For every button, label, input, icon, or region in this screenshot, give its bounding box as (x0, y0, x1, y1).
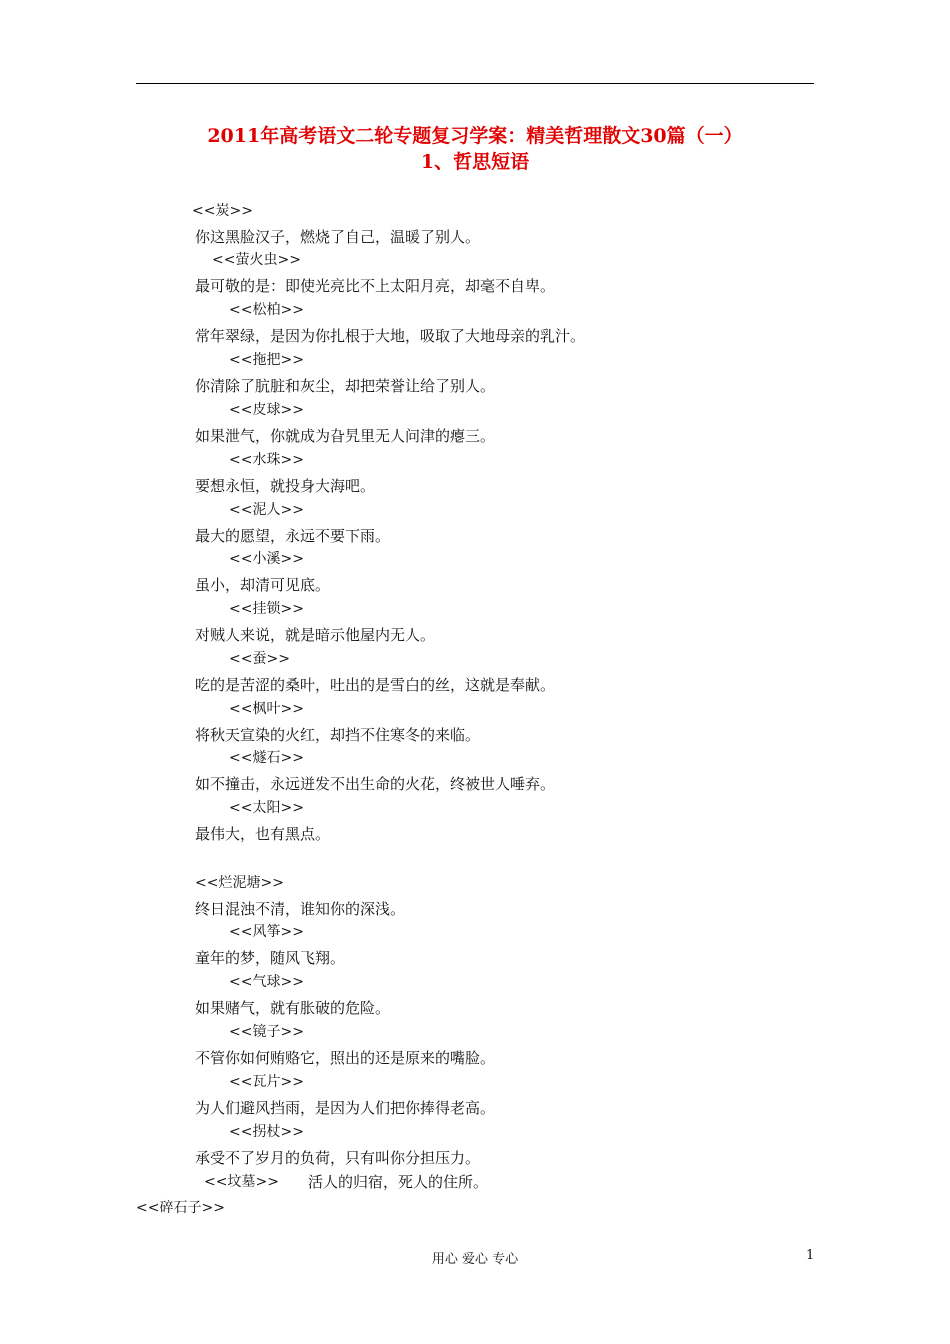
entry-text: 如果泄气，你就成为旮旯里无人问津的瘪三。 (195, 427, 496, 445)
entry-text: 吃的是苦涩的桑叶，吐出的是雪白的丝，这就是奉献。 (195, 676, 556, 694)
entry-heading: <<碎石子>> (136, 1200, 225, 1216)
page-number: 1 (806, 1248, 815, 1263)
entry-heading: <<水珠>> (229, 452, 304, 468)
entry-text: 为人们避风挡雨，是因为人们把你捧得老高。 (195, 1099, 496, 1117)
entry-heading: <<拐杖>> (229, 1124, 304, 1140)
entry-heading: <<皮球>> (229, 402, 304, 418)
entry-heading: <<小溪>> (229, 551, 304, 567)
entry-text: 要想永恒，就投身大海吧。 (195, 477, 376, 495)
entry-text: 你这黑脸汉子，燃烧了自己，温暖了别人。 (195, 228, 481, 246)
entry-heading: <<蚕>> (229, 651, 290, 667)
page-title: 2011年高考语文二轮专题复习学案：精美哲理散文30篇（一） (207, 125, 743, 147)
entry-text: 对贼人来说，就是暗示他屋内无人。 (195, 626, 436, 644)
entry-heading: <<拖把>> (229, 352, 304, 368)
entry-heading: <<烂泥塘>> (195, 875, 284, 891)
entry-text: 如不撞击，永远迸发不出生命的火花，终被世人唾弃。 (195, 775, 556, 793)
entry-text: 活人的归宿，死人的住所。 (308, 1173, 489, 1191)
entry-text: 不管你如何贿赂它，照出的还是原来的嘴脸。 (195, 1049, 496, 1067)
entry-heading: <<枫叶>> (229, 701, 304, 717)
entry-text: 承受不了岁月的负荷，只有叫你分担压力。 (195, 1149, 481, 1167)
page-footer: 用心 爱心 专心 (431, 1252, 519, 1267)
header-rule (136, 83, 814, 84)
entry-heading: <<燧石>> (229, 750, 304, 766)
entry-text: 如果赌气，就有胀破的危险。 (195, 999, 391, 1017)
entry-text: 虽小，却清可见底。 (195, 576, 331, 594)
entry-text: 最大的愿望，永远不要下雨。 (195, 527, 391, 545)
entry-text: 童年的梦，随风飞翔。 (195, 949, 346, 967)
section-title: 1、哲思短语 (420, 151, 530, 173)
entry-heading: <<炭>> (192, 203, 253, 219)
entry-heading: <<挂锁>> (229, 601, 304, 617)
entry-text: 你清除了肮脏和灰尘，却把荣誉让给了别人。 (195, 377, 496, 395)
entry-text: 终日混浊不清，谁知你的深浅。 (195, 900, 406, 918)
entry-text: 常年翠绿，是因为你扎根于大地，吸取了大地母亲的乳汁。 (195, 327, 586, 345)
entry-heading: <<太阳>> (229, 800, 304, 816)
entry-heading: <<松柏>> (229, 302, 304, 318)
entry-heading: <<气球>> (229, 974, 304, 990)
entry-heading: <<萤火虫>> (212, 252, 301, 268)
entry-heading: <<风筝>> (229, 924, 304, 940)
entry-text: 最可敬的是：即使光亮比不上太阳月亮，却毫不自卑。 (195, 277, 556, 295)
entry-heading: <<泥人>> (229, 502, 304, 518)
entry-heading: <<镜子>> (229, 1024, 304, 1040)
entry-text: 最伟大，也有黑点。 (195, 825, 331, 843)
entry-heading: <<瓦片>> (229, 1074, 304, 1090)
entry-heading: <<坟墓>> (204, 1174, 279, 1190)
entry-text: 将秋天宣染的火红，却挡不住寒冬的来临。 (195, 726, 481, 744)
